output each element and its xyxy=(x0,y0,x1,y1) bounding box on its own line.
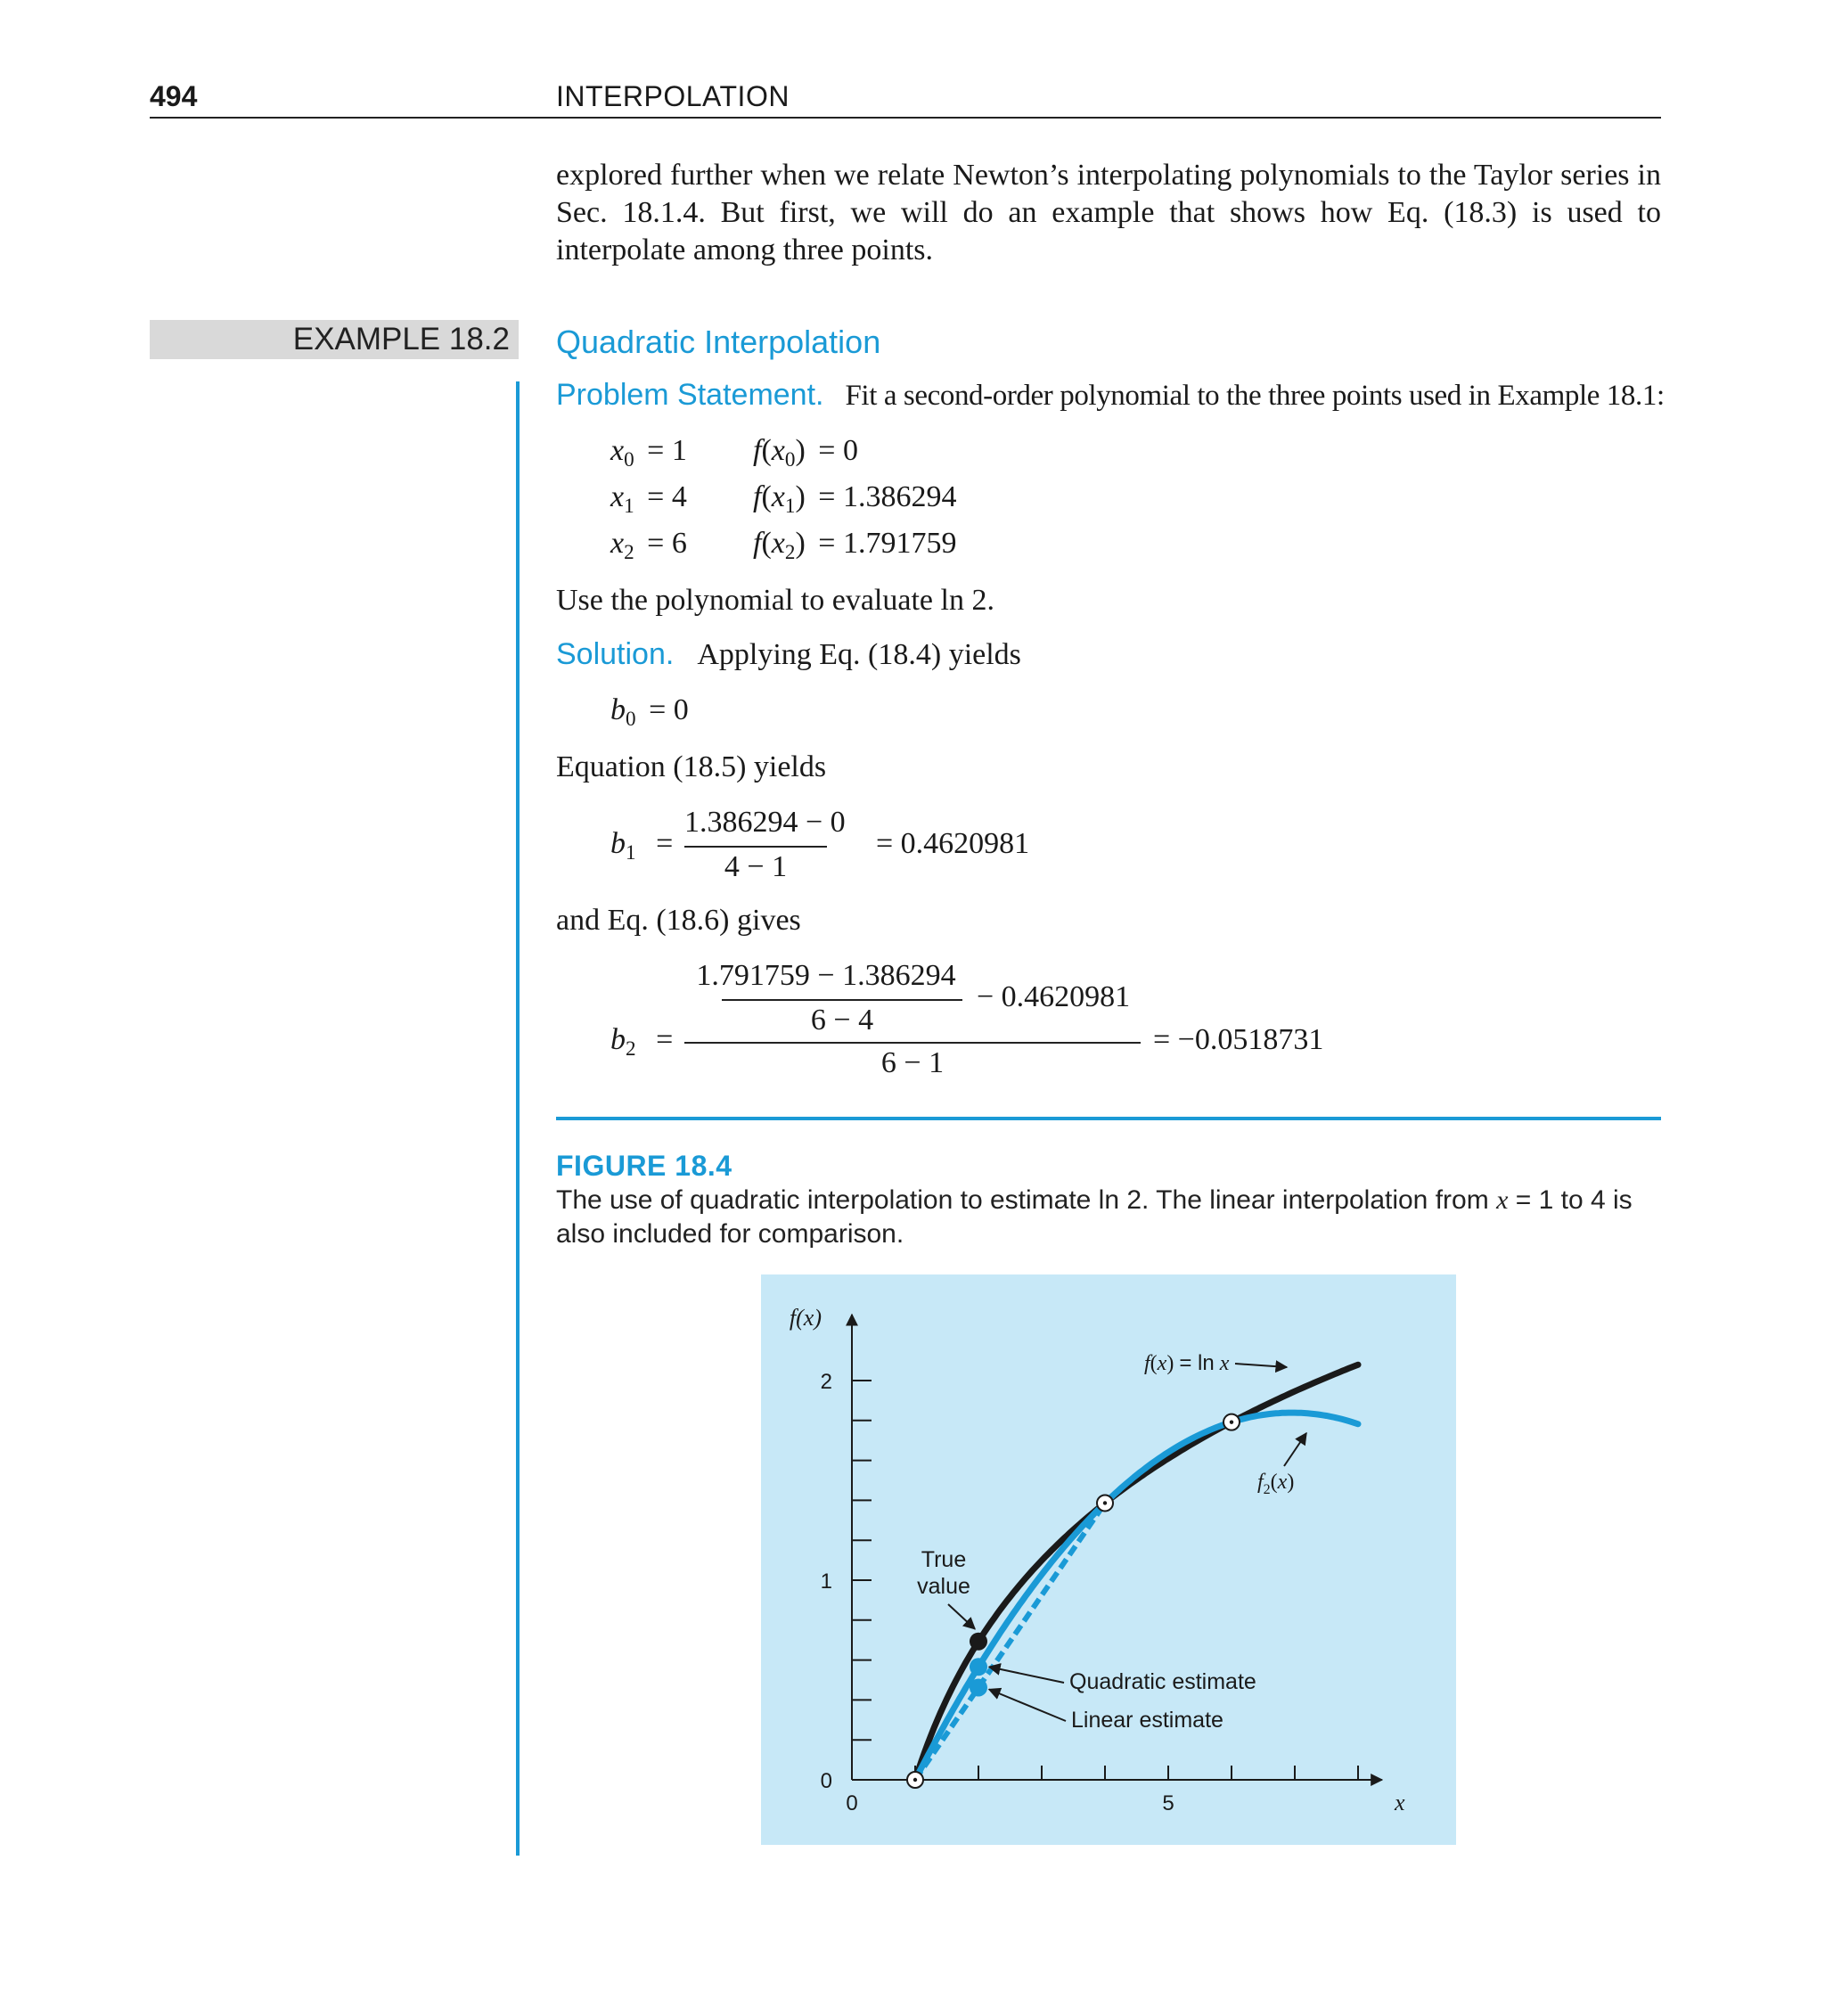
b2-symbol: b xyxy=(610,1023,626,1056)
point-x-symbol: x xyxy=(610,480,625,513)
b1-symbol: b xyxy=(610,827,626,860)
ln-x-label-paren-open: ( xyxy=(1150,1352,1158,1375)
f2-label-x: x xyxy=(1277,1471,1288,1494)
b2-equals: = xyxy=(656,1023,674,1056)
solution-line xyxy=(556,637,1021,672)
point-x-sub: 2 xyxy=(624,540,634,564)
point-fx-sub: 0 xyxy=(784,447,796,471)
b2-main-fraction-bar xyxy=(684,1042,1141,1044)
b2-minus-term: − 0.4620981 xyxy=(977,980,1131,1013)
point-fx-sub: 1 xyxy=(784,494,796,518)
use-text: Use the polynomial to evaluate ln 2. xyxy=(556,584,994,617)
true-value-arrow xyxy=(948,1604,975,1629)
intro-paragraph: explored further when we relate Newton’s interpolating polynomials to the Taylor series in Sec. 18.1.4. But first, we will do an example that shows how Eq. (18.3) is used to interpolate among three points. xyxy=(556,159,1661,266)
f2-label xyxy=(1257,1471,1294,1497)
figure-top-rule xyxy=(556,1117,1661,1120)
ln-x-label-f: f xyxy=(1144,1352,1150,1375)
example-side-bar xyxy=(516,381,520,1856)
b2-inner-fraction-bar xyxy=(722,999,962,1001)
ln-x-label xyxy=(1144,1351,1230,1375)
x-tick-label: 0 xyxy=(846,1791,858,1815)
point-x-symbol: x xyxy=(610,434,625,467)
point-x-symbol: x xyxy=(610,527,625,560)
b1-equals: = xyxy=(656,827,674,860)
point-x-sub: 1 xyxy=(624,494,634,518)
data-point-dot xyxy=(1230,1420,1233,1423)
b0-symbol: b xyxy=(610,693,626,726)
f2-arrow xyxy=(1284,1433,1306,1466)
true-value-point xyxy=(970,1633,987,1651)
figure-caption xyxy=(556,1184,1661,1251)
b1-sub: 1 xyxy=(626,840,636,865)
eq186-text: and Eq. (18.6) gives xyxy=(556,904,801,937)
ln-x-label-x: x xyxy=(1157,1352,1167,1375)
example-label-box xyxy=(150,320,519,359)
data-point-dot xyxy=(913,1778,917,1782)
point-fx-value: = 0 xyxy=(818,434,858,467)
b1-lhs xyxy=(610,827,674,865)
header-rule xyxy=(150,117,1661,119)
linear-estimate-point xyxy=(970,1678,987,1696)
b1-denominator: 4 − 1 xyxy=(724,850,788,883)
point-fx-2: $f(x_2) = 1.791759$ xyxy=(753,527,957,564)
point-fx-value: = 1.386294 xyxy=(818,480,957,513)
b2-result: = −0.0518731 xyxy=(1153,1023,1324,1056)
linear-estimate-label: Linear estimate xyxy=(1071,1708,1223,1733)
point-fx-0: $f(x_0) = 0$ xyxy=(753,434,858,471)
example-title: Quadratic Interpolation xyxy=(556,324,881,360)
y-tick-label: 0 xyxy=(820,1769,832,1793)
point-x-value: = 1 xyxy=(647,434,687,467)
b1-numerator: 1.386294 − 0 xyxy=(684,806,846,839)
figure-panel xyxy=(761,1274,1456,1845)
point-row-2 xyxy=(610,527,687,564)
f2-label-paren-close: ) xyxy=(1287,1471,1295,1494)
quadratic-estimate-point xyxy=(970,1658,987,1676)
example-label: EXAMPLE 18.2 xyxy=(292,322,510,356)
quadratic-estimate-label: Quadratic estimate xyxy=(1069,1669,1256,1694)
solution-text: Applying Eq. (18.4) yields xyxy=(697,638,1021,671)
f2-label-sub: 2 xyxy=(1263,1482,1271,1497)
true-value-label-line2: value xyxy=(917,1574,970,1599)
point-fx-1: $f(x_1) = 1.386294$ xyxy=(753,480,957,518)
ln-x-label-rest: = ln xyxy=(1179,1351,1215,1375)
point-fx-value: = 1.791759 xyxy=(818,527,957,560)
b0-sub: 0 xyxy=(626,707,636,731)
solution-heading: Solution. xyxy=(556,637,675,671)
page-number: 494 xyxy=(150,80,198,112)
point-x-value: = 4 xyxy=(647,480,687,513)
b2-sub: 2 xyxy=(626,1037,636,1061)
b1-result: = 0.4620981 xyxy=(876,827,1030,860)
x-tick-label: 5 xyxy=(1162,1791,1174,1815)
b2-inner-numerator: 1.791759 − 1.386294 xyxy=(696,959,956,992)
caption-x: x xyxy=(1496,1185,1509,1215)
b1-fraction-bar xyxy=(684,846,827,848)
point-x-sub: 0 xyxy=(624,447,634,471)
problem-text: Fit a second-order polynomial to the three points used in Example 18.1: xyxy=(845,380,1665,412)
caption-part2: = 1 to 4 is also included for comparison. xyxy=(556,1185,1633,1249)
b2-denominator: 6 − 1 xyxy=(880,1046,945,1079)
b0-rhs: = 0 xyxy=(649,693,689,726)
series-linear-dashed xyxy=(915,1503,1105,1780)
running-title: INTERPOLATION xyxy=(556,80,790,112)
b2-inner-denominator: 6 − 4 xyxy=(810,1004,874,1037)
eq185-text: Equation (18.5) yields xyxy=(556,750,827,783)
y-tick-label: 2 xyxy=(820,1370,832,1394)
linear-estimate-arrow xyxy=(989,1689,1066,1721)
point-row-0 xyxy=(610,434,687,471)
figure-label: FIGURE 18.4 xyxy=(556,1150,732,1182)
ln-x-arrow xyxy=(1235,1364,1287,1367)
problem-heading: Problem Statement. xyxy=(556,378,824,412)
f2-label-f: f xyxy=(1257,1471,1264,1494)
caption-part1: The use of quadratic interpolation to estimate ln 2. The linear interpolation from xyxy=(556,1185,1489,1215)
point-x-value: = 6 xyxy=(647,527,687,560)
data-point-dot xyxy=(1103,1501,1107,1504)
b0-equation xyxy=(610,693,689,731)
ln-x-label-var: x xyxy=(1219,1352,1230,1375)
y-axis-label: f(x) xyxy=(789,1305,822,1331)
problem-statement xyxy=(556,378,1670,413)
quadratic-estimate-arrow xyxy=(989,1667,1064,1683)
b2-lhs xyxy=(610,1023,674,1061)
y-tick-label: 1 xyxy=(820,1569,832,1594)
chart-svg xyxy=(761,1274,1456,1845)
ln-x-label-paren-close: ) xyxy=(1166,1352,1174,1375)
f2-label-paren-open: ( xyxy=(1270,1471,1278,1494)
true-value-label-line1: True xyxy=(921,1547,967,1572)
x-axis-label: x xyxy=(1395,1790,1405,1815)
point-row-1 xyxy=(610,480,687,518)
point-fx-sub: 2 xyxy=(784,540,796,564)
